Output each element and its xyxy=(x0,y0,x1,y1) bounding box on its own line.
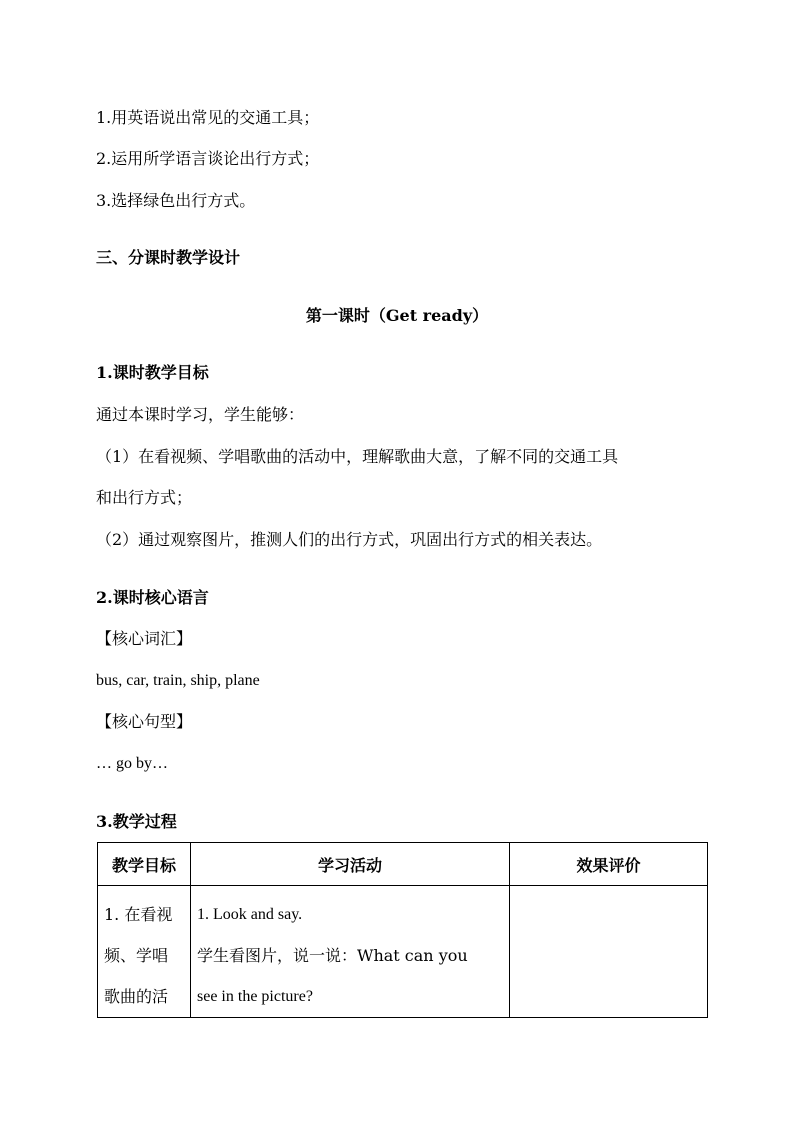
goal-cell-line: 1. 在看视 xyxy=(104,905,173,924)
activity-cell-line: 学生看图片，说一说：What can you xyxy=(197,946,468,965)
activity-cell-line: see in the picture? xyxy=(197,988,313,1005)
subsection-heading-objectives: 1.课时教学目标 xyxy=(96,363,209,382)
table-row xyxy=(98,886,708,1018)
goal-cell-line: 歌曲的活 xyxy=(104,987,169,1006)
goal-cell-line: 频、学唱 xyxy=(104,946,169,965)
table-header-row xyxy=(98,843,708,886)
goal-item-2: 2.运用所学语言谈论出行方式； xyxy=(96,149,320,168)
vocab-list: bus, car, train, ship, plane xyxy=(96,672,260,689)
vocab-label: 【核心词汇】 xyxy=(96,629,193,648)
section-heading: 三、分课时教学设计 xyxy=(96,248,241,267)
objective-1-line-1: （1）在看视频、学唱歌曲的活动中，理解歌曲大意，了解不同的交通工具 xyxy=(96,447,619,466)
goal-item-3: 3.选择绿色出行方式。 xyxy=(96,191,256,210)
objectives-intro: 通过本课时学习，学生能够： xyxy=(96,405,305,424)
cell-learning-activity xyxy=(191,886,510,1018)
teaching-process-table xyxy=(97,842,708,1018)
cell-teaching-goal xyxy=(98,886,191,1018)
goal-item-1: 1.用英语说出常见的交通工具； xyxy=(96,108,320,127)
sentence-pattern: … go by… xyxy=(96,755,168,772)
subsection-heading-core-language: 2.课时核心语言 xyxy=(96,588,209,607)
header-learning-activity: 学习活动 xyxy=(191,843,510,886)
lesson-title: 第一课时（Get ready） xyxy=(305,306,489,325)
activity-cell-line: 1. Look and say. xyxy=(197,906,303,923)
objective-1-line-2: 和出行方式； xyxy=(96,488,193,507)
header-effect-evaluation: 效果评价 xyxy=(510,843,708,886)
sentence-label: 【核心句型】 xyxy=(96,712,193,731)
header-teaching-goal: 教学目标 xyxy=(98,843,191,886)
objective-2: （2）通过观察图片，推测人们的出行方式，巩固出行方式的相关表达。 xyxy=(96,530,603,549)
subsection-heading-process: 3.教学过程 xyxy=(96,812,177,831)
cell-effect-evaluation xyxy=(510,886,708,1018)
